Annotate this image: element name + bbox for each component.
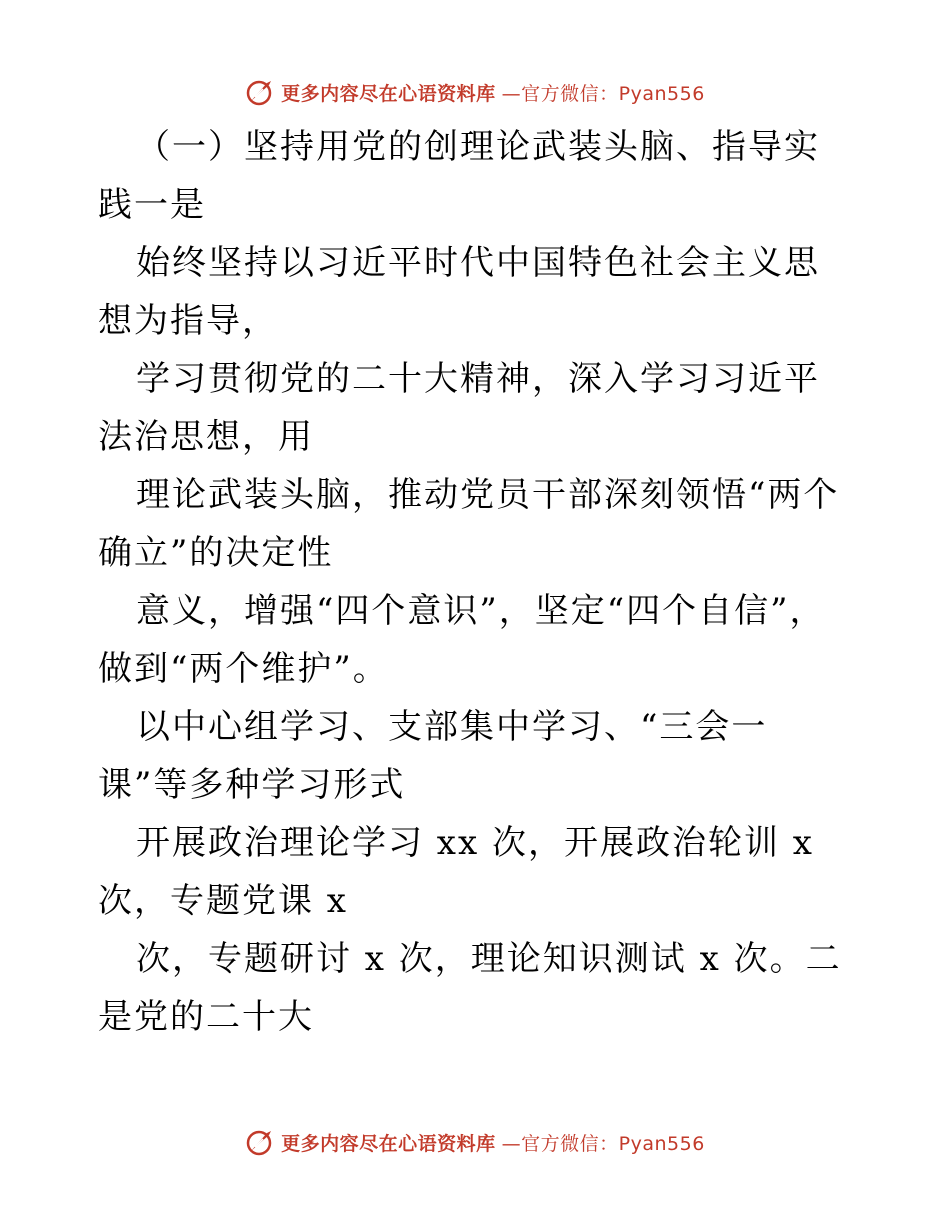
footer-brand-text: 更多内容尽在心语资料库 bbox=[281, 1132, 496, 1155]
header-wechat-text: —官方微信：Pyan556 bbox=[501, 82, 705, 105]
header-banner bbox=[0, 72, 950, 112]
quill-pen-logo-icon bbox=[245, 1127, 275, 1157]
footer-wechat-text: —官方微信：Pyan556 bbox=[501, 1132, 705, 1155]
paragraph: 理论武装头脑，推动党员干部深刻领悟“两个确立”的决定性 bbox=[98, 475, 840, 573]
paragraph: 开展政治理论学习 xx 次，开展政治轮训 x 次，专题党课 x bbox=[98, 823, 814, 921]
paragraph: 始终坚持以习近平时代中国特色社会主义思想为指导， bbox=[98, 243, 820, 341]
paragraph: 学习贯彻党的二十大精神，深入学习习近平法治思想，用 bbox=[98, 359, 820, 457]
header-banner-content bbox=[245, 77, 705, 107]
paragraph: 以中心组学习、支部集中学习、“三会一课”等多种学习形式 bbox=[98, 707, 768, 805]
header-brand-text: 更多内容尽在心语资料库 bbox=[281, 82, 496, 105]
quill-pen-logo-icon bbox=[245, 77, 275, 107]
paragraph: （一）坚持用党的创理论武装头脑、指导实践一是 bbox=[98, 127, 820, 225]
footer-banner-content bbox=[245, 1127, 705, 1157]
footer-banner bbox=[0, 1122, 950, 1162]
paragraph: 次，专题研讨 x 次，理论知识测试 x 次。二是党的二十大 bbox=[98, 939, 842, 1037]
paragraph: 意义，增强“四个意识”，坚定“四个自信”，做到“两个维护”。 bbox=[98, 591, 826, 689]
document-body bbox=[98, 118, 850, 1046]
